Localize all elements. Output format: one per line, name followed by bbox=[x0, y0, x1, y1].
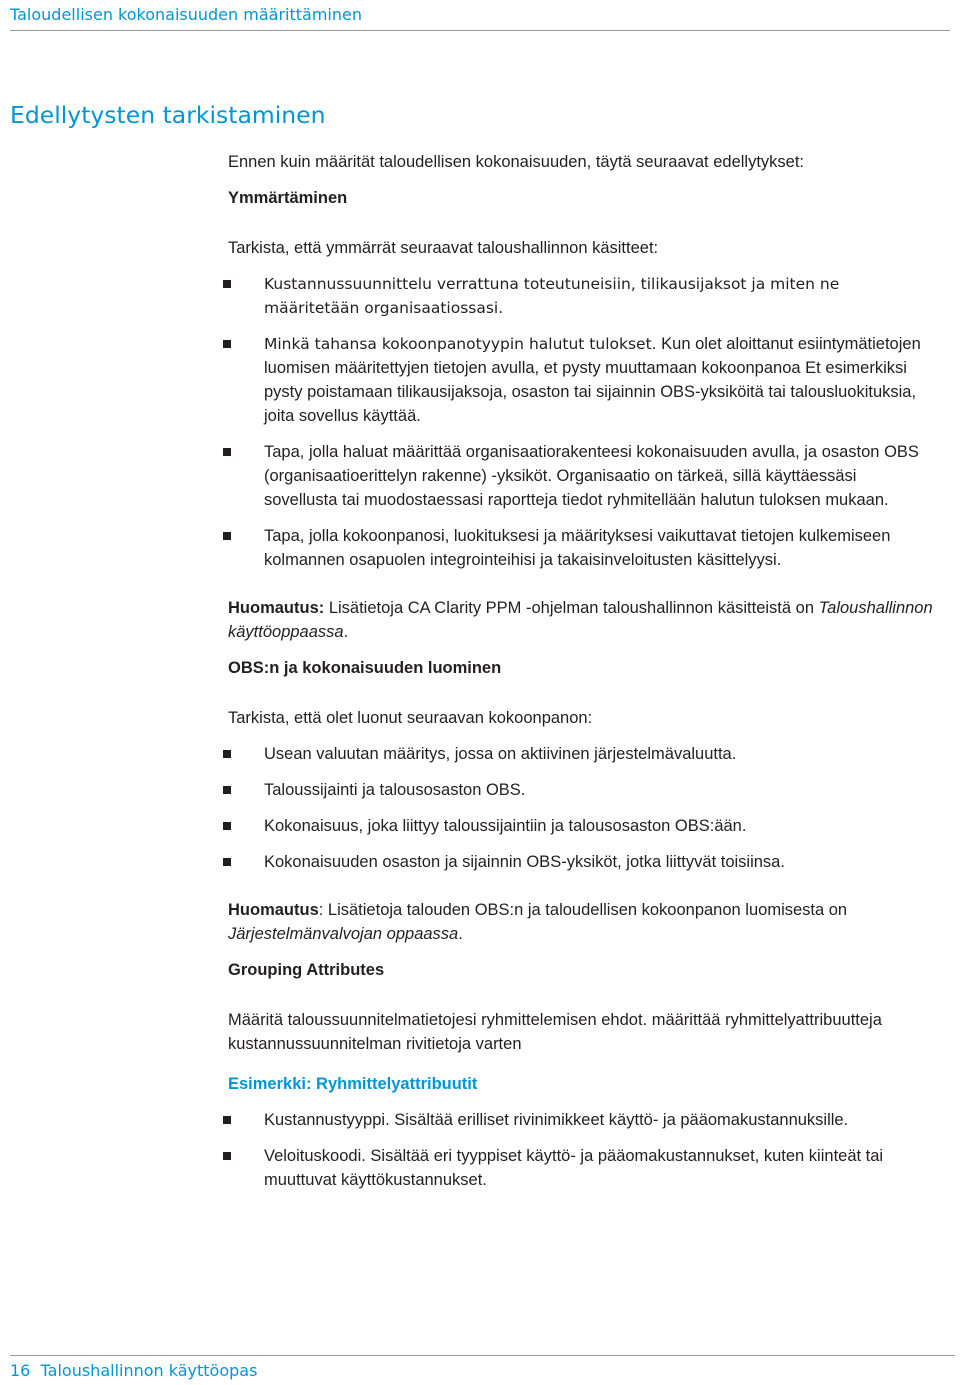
note-concepts: Huomautus: Lisätietoja CA Clarity PPM -ohjelman taloushallinnon käsitteistä on Taloushallinnon käyttöoppaassa. bbox=[228, 599, 933, 641]
square-bullet-icon bbox=[223, 1116, 231, 1124]
square-bullet-icon bbox=[223, 1152, 231, 1160]
note-admin-guide: Huomautus: Lisätietoja talouden OBS:n ja taloudellisen kokoonpanon luomisesta on Järjestelmänvalvojan oppaassa. bbox=[228, 901, 848, 943]
list-item: Kustannussuunnittelu verrattuna toteutuneisiin, tilikausijaksot ja miten ne määritetään organisaatiossasi. bbox=[228, 272, 933, 320]
section-title: Edellytysten tarkistaminen bbox=[10, 101, 326, 129]
note-label: Huomautus bbox=[228, 901, 319, 919]
square-bullet-icon bbox=[223, 822, 231, 830]
obs-lead: Tarkista, että olet luonut seuraavan kokoonpanon: bbox=[228, 709, 593, 727]
list-item: Usean valuutan määritys, jossa on aktiivinen järjestelmävaluutta. bbox=[228, 742, 933, 766]
list-item: Kustannustyyppi. Sisältää erilliset rivinimikkeet käyttö- ja pääomakustannuksille. bbox=[228, 1108, 933, 1132]
running-header: Taloudellisen kokonaisuuden määrittäminen bbox=[10, 5, 362, 24]
example-list bbox=[228, 1108, 933, 1192]
list-item: Tapa, jolla haluat määrittää organisaatiorakenteesi kokonaisuuden avulla, ja osaston OBS (organisaatioerittelyn rakenne) -yksiköt. Organisaatio on tärkeä, sillä käyttäessäsi sovellusta tai muodostaessasi raportteja tiedot ryhmitellään halutun tuloksen mukaan. bbox=[228, 440, 933, 512]
book-reference: Taloushallinnon käyttöoppaassa bbox=[228, 599, 933, 641]
note-label: Huomautus: bbox=[228, 599, 325, 617]
header-rule bbox=[10, 30, 950, 31]
list-item: Minkä tahansa kokoonpanotyypin halutut tulokset. Kun olet aloittanut esiintymätietojen luomisen määritettyjen tietojen avulla, et pysty muuttamaan kokoonpanoa Et esimerkiksi pysty poistamaan tilikausijaksoja, osaston tai sijainnin OBS-yksiköitä tai talousluokituksia, joita sovellus käyttää. bbox=[228, 332, 933, 428]
page-footer bbox=[10, 1361, 257, 1380]
square-bullet-icon bbox=[223, 532, 231, 540]
footer-rule bbox=[10, 1355, 955, 1356]
page-number: 16 bbox=[10, 1361, 31, 1380]
list-item: Tapa, jolla kokoonpanosi, luokituksesi ja määrityksesi vaikuttavat tietojen kulkemiseen kolmannen osapuolen integrointeihisi ja takaisinveloitusten käsittelyysi. bbox=[228, 524, 933, 572]
square-bullet-icon bbox=[223, 340, 231, 348]
heading-grouping: Grouping Attributes bbox=[228, 961, 385, 979]
square-bullet-icon bbox=[223, 280, 231, 288]
square-bullet-icon bbox=[223, 858, 231, 866]
list-item: Taloussijainti ja talousosaston OBS. bbox=[228, 778, 933, 802]
understanding-lead: Tarkista, että ymmärrät seuraavat taloushallinnon käsitteet: bbox=[228, 239, 659, 257]
square-bullet-icon bbox=[223, 750, 231, 758]
square-bullet-icon bbox=[223, 786, 231, 794]
list-item: Veloituskoodi. Sisältää eri tyyppiset käyttö- ja pääomakustannukset, kuten kiinteät tai muuttuvat käyttökustannukset. bbox=[228, 1144, 933, 1192]
book-reference: Järjestelmänvalvojan oppaassa bbox=[228, 925, 459, 943]
understanding-list bbox=[228, 272, 933, 572]
grouping-text: Määritä taloussuunnitelmatietojesi ryhmittelemisen ehdot. määrittää ryhmittelyattribuutteja kustannussuunnitelman rivitietoja varten bbox=[228, 1011, 882, 1053]
intro-text: Ennen kuin määrität taloudellisen kokonaisuuden, täytä seuraavat edellytykset: bbox=[228, 153, 805, 171]
example-heading: Esimerkki: Ryhmittelyattribuutit bbox=[228, 1075, 478, 1093]
content-body bbox=[228, 150, 933, 1192]
heading-understanding: Ymmärtäminen bbox=[228, 189, 348, 207]
square-bullet-icon bbox=[223, 448, 231, 456]
book-title: Taloushallinnon käyttöopas bbox=[40, 1361, 258, 1380]
heading-obs: OBS:n ja kokonaisuuden luominen bbox=[228, 659, 502, 677]
obs-list bbox=[228, 742, 933, 874]
list-item: Kokonaisuuden osaston ja sijainnin OBS-yksiköt, jotka liittyvät toisiinsa. bbox=[228, 850, 933, 874]
list-item: Kokonaisuus, joka liittyy taloussijaintiin ja talousosaston OBS:ään. bbox=[228, 814, 933, 838]
